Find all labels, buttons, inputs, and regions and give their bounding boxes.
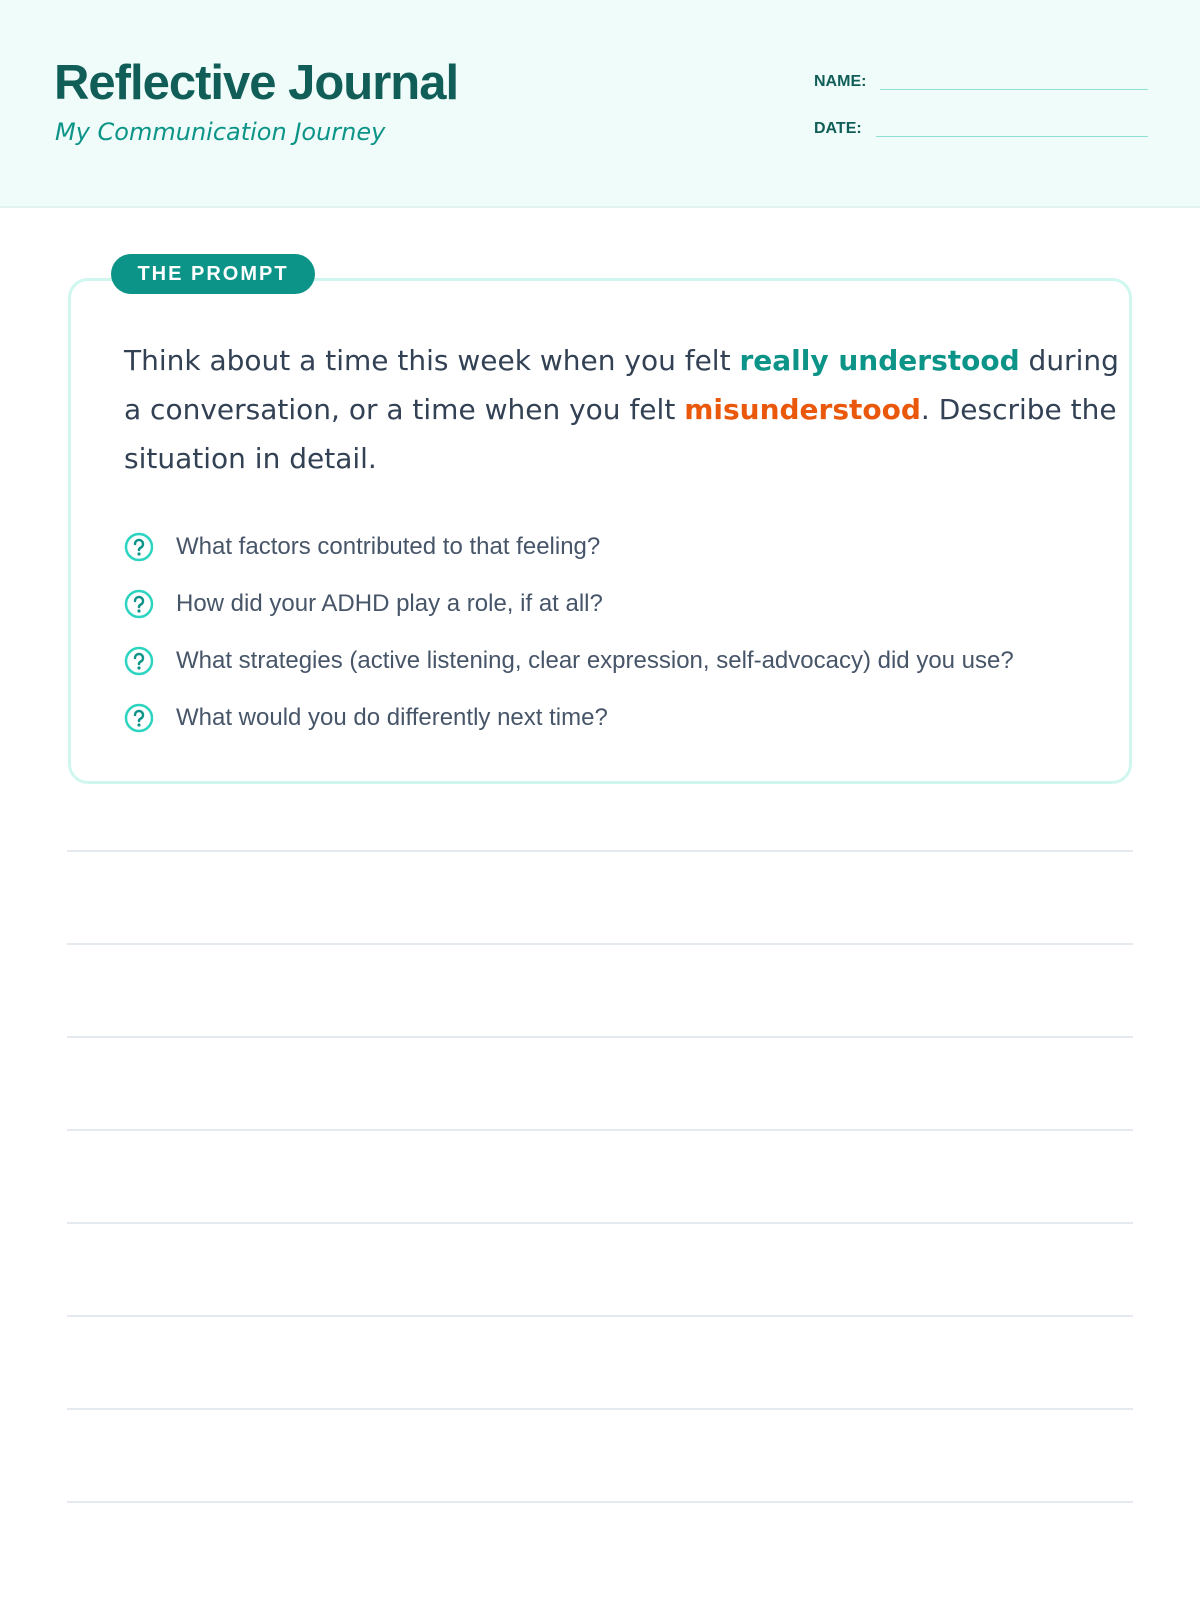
name-input-line[interactable] [880, 75, 1148, 90]
date-field[interactable] [814, 121, 1148, 137]
writing-line[interactable] [67, 1129, 1133, 1222]
question-circle-icon [124, 532, 154, 562]
prompt-badge: THE PROMPT [111, 254, 315, 294]
question-circle-icon [124, 589, 154, 619]
prompt-text-part-1: Think about a time this week when you felt [124, 344, 740, 377]
question-circle-icon [124, 703, 154, 733]
question-item [124, 689, 1014, 746]
question-item [124, 632, 1014, 689]
writing-line[interactable] [67, 943, 1133, 1036]
highlight-misunderstood: misunderstood [684, 393, 921, 426]
name-field[interactable] [814, 74, 1148, 90]
page-header [0, 0, 1200, 208]
prompt-text-part-3: . Describe the situation in detail. [124, 393, 1117, 475]
writing-line[interactable] [67, 1408, 1133, 1501]
writing-line[interactable] [67, 850, 1133, 943]
date-label: DATE: [814, 120, 862, 137]
question-text: What would you do differently next time? [176, 703, 608, 731]
writing-line[interactable] [67, 1501, 1133, 1594]
question-item [124, 575, 1014, 632]
prompt-text [124, 336, 1124, 483]
question-circle-icon [124, 646, 154, 676]
name-label: NAME: [814, 73, 867, 90]
page-title: Reflective Journal [54, 56, 459, 110]
writing-area[interactable] [67, 850, 1133, 1594]
writing-line[interactable] [67, 1315, 1133, 1408]
writing-line[interactable] [67, 1036, 1133, 1129]
date-input-line[interactable] [876, 122, 1148, 137]
page-subtitle: My Communication Journey [55, 118, 386, 146]
question-list [124, 518, 1014, 746]
question-item [124, 518, 1014, 575]
writing-line[interactable] [67, 1222, 1133, 1315]
highlight-understood: really understood [739, 344, 1020, 377]
question-text: What factors contributed to that feeling? [176, 532, 601, 560]
question-text: What strategies (active listening, clear expression, self-advocacy) did you use? [176, 646, 1014, 674]
prompt-text-part-2: during a conversation, or a time when you felt [124, 344, 1119, 426]
question-text: How did your ADHD play a role, if at all? [176, 589, 603, 617]
